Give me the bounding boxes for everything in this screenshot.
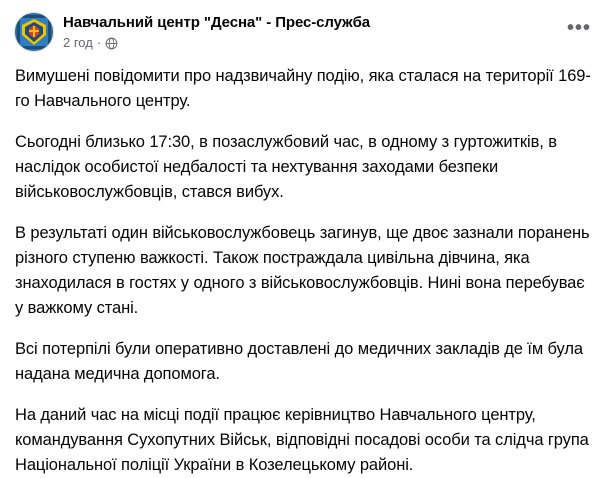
military-crest-icon <box>17 15 51 49</box>
post-paragraph: В результаті один військовослужбовець загинув, ще двоє зазнали поранень різного ступеню важкості. Також постраждала цивільна дівчина, яка знаходилася в гостях у одного з військовослужбовців. Нині вона перебуває у важкому стані. <box>15 224 590 317</box>
globe-icon <box>105 37 118 50</box>
post-meta <box>63 35 595 51</box>
post-header <box>14 10 595 56</box>
post-paragraph: На даний час на місці події працює керівництво Навчального центру, командування Сухопутних Військ, відповідні посадові особи та слідча група Національної поліції України в Козелецькому районі. <box>15 406 589 474</box>
post-options-button[interactable]: ••• <box>566 17 591 39</box>
post-paragraph: Вимушені повідомити про надзвичайну подію, яка сталася на території 169-го Навчального центру. <box>15 67 591 110</box>
post-header-text <box>63 12 595 51</box>
post-body <box>14 56 595 478</box>
post-paragraph: Сьогодні близько 17:30, в позаслужбовий час, в одному з гуртожитків, в наслідок особистої недбалості та нехтування заходами безпеки військовослужбовців, стався вибух. <box>15 133 557 201</box>
post-paragraph: Всі потерпілі були оперативно доставлені до медичних закладів де їм була надана медична допомога. <box>15 340 583 383</box>
avatar[interactable] <box>14 12 54 52</box>
page-name[interactable]: Навчальний центр "Десна" - Прес-служба <box>63 14 370 31</box>
post-timestamp[interactable]: 2 год <box>63 35 93 50</box>
meta-separator: · <box>96 35 102 50</box>
